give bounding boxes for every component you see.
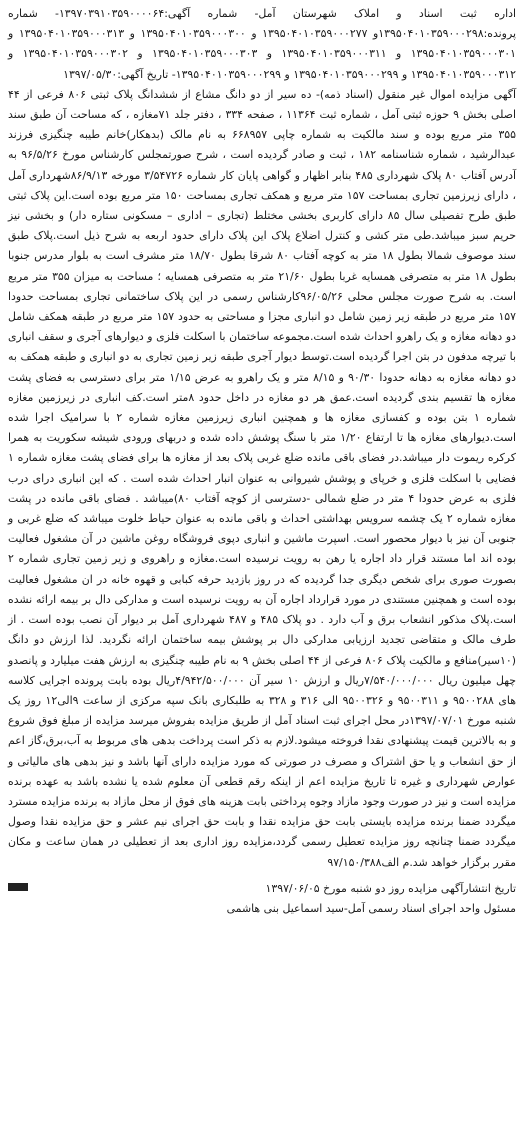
notice-header-paragraph: اداره ثبت اسناد و املاک شهرستان آمل- شماره آگهی:۱۳۹۷۰۳۹۱۰۳۵۹۰۰۰۰۶۴- شماره پرونده:۱۳۹۵۰۴۰۱۰۳۵۹۰۰۰۲۹۸و ۱۳۹۵۰۴۰۱۰۳۵۹۰۰۰۲۷۷ و ۱۳۹۵۰۴۰۱۰۳۵۹۰۰۰۳۰۰ و ۱۳۹۵۰۴۰۱۰۳۵۹۰۰۰۳۱۳ و ۱۳۹۵۰۴۰۱۰۳۵۹۰۰۰۳۰۱ و ۱۳۹۵۰۴۰۱۰۳۵۹۰۰۰۳۱۱ و ۱۳۹۵۰۴۰۱۰۳۵۹۰۰۰۳۰۳ و ۱۳۹۵۰۴۰۱۰۳۵۹۰۰۰۳۰۲ و ۱۳۹۵۰۴۰۱۰۳۵۹۰۰۰۳۱۲ و ۱۳۹۵۰۴۰۱۰۳۵۹۰۰۰۲۹۹ و ۱۳۹۵۰۴۰۱۰۳۵۹۰۰۰۲۹۹- تاریخ آگهی:۱۳۹۷/۰۵/۳۰ (8, 7, 516, 81)
publish-date-line: تاریخ انتشارآگهی مزایده روز دو شنبه مورخ ۱۳۹۷/۰۶/۰۵ (265, 881, 516, 895)
notice-body-paragraph: آگهی مزایده اموال غیر منقول (اسناد ذمه)- ده سیر از دو دانگ مشاع از ششدانگ پلاک ثبتی ۸۰۶ فرعی از ۴۴ اصلی بخش ۹ حوزه ثبتی آمل ، شماره ثبت ۱۱۳۶۴ ، صفحه ۳۳۴ ، دفتر جلد ۷۱مغازه ، که مساحت آن طبق سند ۳۵۵ متر مربع بوده و سند مالکیت به شماره چاپی ۶۶۸۹۵۷ به نام مالک (بدهکار)خانم طیبه چنگیزی فرزند عبدالرشید ، شماره شناسنامه ۱۸۲ ، ثبت و صادر گردیده است ، شرح صورتمجلس کارشناس مورخ ۹۶/۵/۲۶ به آدرس آفتاب ۸۰ پلاک شهرداری ۴۸۵ بنابر اظهار و گواهی پایان کار شماره ۳/۵۴۷۲۶ مورخه ۸۶/۹/۱۳شهرداری آمل ، دارای زیرزمین تجاری بمساحت ۱۵۷ متر مربع و همکف تجاری بمساحت ۱۵۰ متر مربع بوده است.این پلاک ثبتی طبق طرح تفصیلی سال ۸۵ دارای کاربری بخشی مختلط (تجاری – اداری – مسکونی ستاره دار) و بخشی نیز حریم سبز میباشد.طی متر کشی و کنترل اضلاع پلاک این پلاک دارای حدود اربعه به شرح ذیل است.پلاک طبق سند موصوف شمالا بطول ۱۸ متر به کوچه آفتاب ۸۰ شرقا بطول ۱۸/۷۰ متر مشرف است به بلوار مدرس جنوبا بطول ۱۸ متر به متصرفی همسایه غربا بطول ۲۱/۶۰ متر به متصرفی همسایه ؛ مساحت به میزان ۳۵۵ متر مربع است. به شرح صورت مجلس محلی ۹۶/۰۵/۲۶کارشناس رسمی در این پلاک ساختمانی تجاری بمساحت حدودا ۱۵۷ متر مربع در طبقه زیر زمین شامل دو انباری مجزا و مساحتی به حدود ۱۵۷ متر مربع در طبقه همکف شامل دو دهانه مغازه و یک راهرو احداث شده است.مجموعه ساختمان با اسکلت فلزی و دیوارهای آجری و سقف انباری با تیرچه مدفون در بتن اجرا گردیده است.توسط دیوار آجری طبقه زیر زمین تجاری به دو انباری و طبقه همکف به دو دهانه مغازه به دهانه حدودا ۹۰/۳۰ و ۸/۱۵ متر و یک راهرو به عرض ۱/۱۵ متر برای دسترسی به فضای پشت مغازه ها تقسیم بندی گردیده است.عمق هر دو مغازه در داخل حدود ۸متر است.کف انباری در زیرزمین مغازه شماره ۱ بتن بوده و کفسازی مغازه ها و همچنین انباری زیرزمین مغازه شماره ۲ با سرامیک اجرا شده است.دیوارهای مغازه ها تا ارتفاع ۱/۲۰ متر با سنگ پوشش داده شده و دربهای ورودی شیشه سکوریت به همرا کرکره ریموت دار میباشد.در فضای باقی مانده ضلع غربی پلاک بعد از مغازه ها برای فضای پشت مغازه شماره ۱ فضایی با اسکلت فلزی و خرپای و پوشش شیروانی به عنوان انبار احداث شده است . که این انباری درای درب فلزی به عرض حدودا ۴ متر در ضلع شمالی -دسترسی از کوچه آفتاب ۸۰)میباشد . فضای باقی مانده در پشت مغازه شماره ۲ یک چشمه سرویس بهداشتی احداث و باقی مانده به عنوان حیاط خلوت میباشد که ضلع غربی و جنوبی آن نیز با دیوار محصور است. اسپرت ماشین و انباری دپوی فروشگاه روغن ماشین در آن مشغول فعالیت بوده اند اما مستند قرار داد اجاره یا رهن به رویت نرسیده است.مغازه و راهروی و زیر زمین تجاری شماره ۲ بصورت صوری برای شخص دیگری جدا گردیده که در روز بازدید حرفه کبابی و قهوه خانه در ان مشغول فعالیت بوده است و همچنین مستندی در مورد قرارداد اجاره آن به رویت نرسیده است و مدارکی دال بر بیمه ارائه نشده است.پلاک مذکور انشعاب برق و آب دارد . دو پلاک ۴۸۵ و ۴۸۷ شهرداری آمل بر دیوار آن نصب بوده است . از طرف مالک و متقاضی تجدید ارزیابی مدارکی دال بر پوشش بیمه ساختمان ارائه نگردید. لذا ارزش دو دانگ (۱۰سیر)منافع و مالکیت پلاک ۸۰۶ فرعی از ۴۴ اصلی بخش ۹ به نام طیبه چنگیزی به ارزش هفت میلیارد و پانصدو چهل میلیون ریال ۷/۵۴۰/۰۰۰/۰۰۰ریال و ارزش ۱۰ سیر آن ۴/۹۴۲/۵۰۰/۰۰۰ریال بوده بابت پرونده اجرایی کلاسه های ۹۵۰۰۲۸۸ و ۹۵۰۰۳۱۱ و ۹۵۰۰۳۲۶ الی ۳۱۶ و ۳۲۸ به طلبکاری بانک سپه مرکزی از ساعت ۹الی۱۲ روز یک شنبه مورخ ۱۳۹۷/۰۷/۰۱در محل اجرای ثبت اسناد آمل از طریق مزایده بفروش میرسد مزایده از مبلغ فوق شروع و به بالاترین قیمت پیشنهادی نقدا فروخته میشود.لازم به ذکر است پرداخت بدهی های مربوط به آب،برق،گاز اعم از حق انشعاب و یا حق اشتراک و مصرف در صورتی که مورد مزایده دارای آنها باشد و نیز بدهی های مالیاتی و عوارض شهرداری و غیره تا تاریخ مزایده اعم از اینکه رقم قطعی آن معلوم شده یا نشده باشد به عهده برنده مزایده است و نیز در صورت وجود مازاد وجوه پرداختی بابت هزینه های فوق از محل مازاد به برنده مزایده مسترد میگردد ضمنا برنده مزایده بایستی بابت حق مزایده نقدا و بابت حق اجرای نیم عشر و حق مزایده نقدا وصول میگردد ضمنا چنانچه روز مزایده تعطیل رسمی گردد،مزایده روز اداری بعد از تعطیلی در همان ساعت و مکان مقرر برگزار خواهد شد.م الف۹۷/۱۵۰/۳۸۸ (8, 87, 517, 869)
notice-footer (8, 879, 516, 919)
official-signature-line: مسئول واحد اجرای اسناد رسمی آمل-سید اسماعیل بنی هاشمی (226, 901, 516, 915)
end-mark (8, 883, 28, 891)
